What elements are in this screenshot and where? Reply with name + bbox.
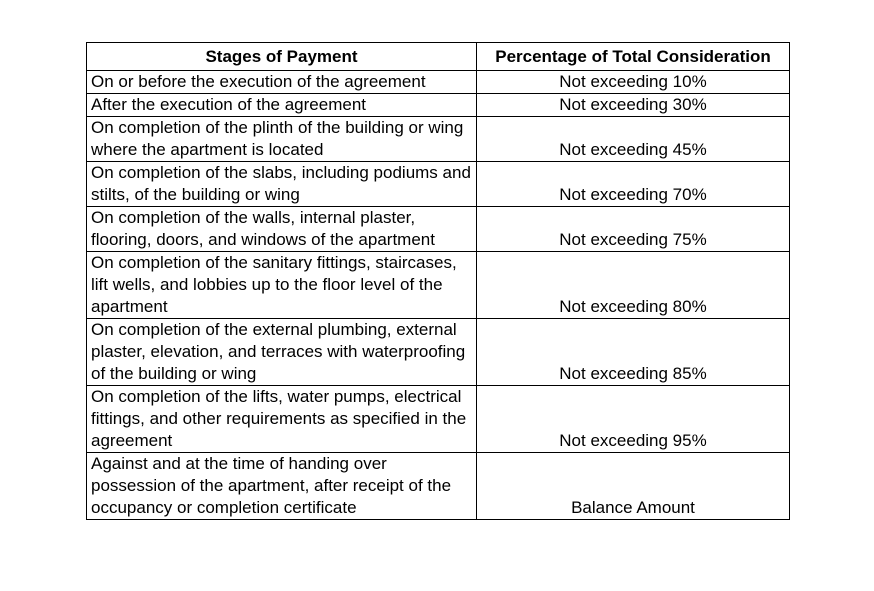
table-row [87,71,790,94]
percentage-cell: Not exceeding 95% [477,386,790,453]
percentage-cell: Not exceeding 85% [477,319,790,386]
percentage-cell: Not exceeding 30% [477,94,790,117]
table-row [87,319,790,386]
percentage-cell: Not exceeding 75% [477,207,790,252]
stage-cell: On or before the execution of the agreement [87,71,477,94]
percentage-cell: Not exceeding 70% [477,162,790,207]
stages-column-header: Stages of Payment [87,43,477,71]
stage-cell: After the execution of the agreement [87,94,477,117]
payment-schedule-table [86,42,790,520]
table-row [87,94,790,117]
table-row [87,453,790,520]
percentage-cell: Not exceeding 80% [477,252,790,319]
table-header-row [87,43,790,71]
table-row [87,117,790,162]
table-row [87,386,790,453]
stage-cell: On completion of the slabs, including podiums and stilts, of the building or wing [87,162,477,207]
percentage-cell: Balance Amount [477,453,790,520]
table-row [87,162,790,207]
table-row [87,207,790,252]
percentage-cell: Not exceeding 45% [477,117,790,162]
table-row [87,252,790,319]
percentage-cell: Not exceeding 10% [477,71,790,94]
stage-cell: Against and at the time of handing over possession of the apartment, after receipt of the occupancy or completion certificate [87,453,477,520]
percentage-column-header: Percentage of Total Consideration [477,43,790,71]
stage-cell: On completion of the lifts, water pumps, electrical fittings, and other requirements as specified in the agreement [87,386,477,453]
stage-cell: On completion of the sanitary fittings, staircases, lift wells, and lobbies up to the floor level of the apartment [87,252,477,319]
stage-cell: On completion of the walls, internal plaster, flooring, doors, and windows of the apartment [87,207,477,252]
stage-cell: On completion of the external plumbing, external plaster, elevation, and terraces with waterproofing of the building or wing [87,319,477,386]
stage-cell: On completion of the plinth of the building or wing where the apartment is located [87,117,477,162]
